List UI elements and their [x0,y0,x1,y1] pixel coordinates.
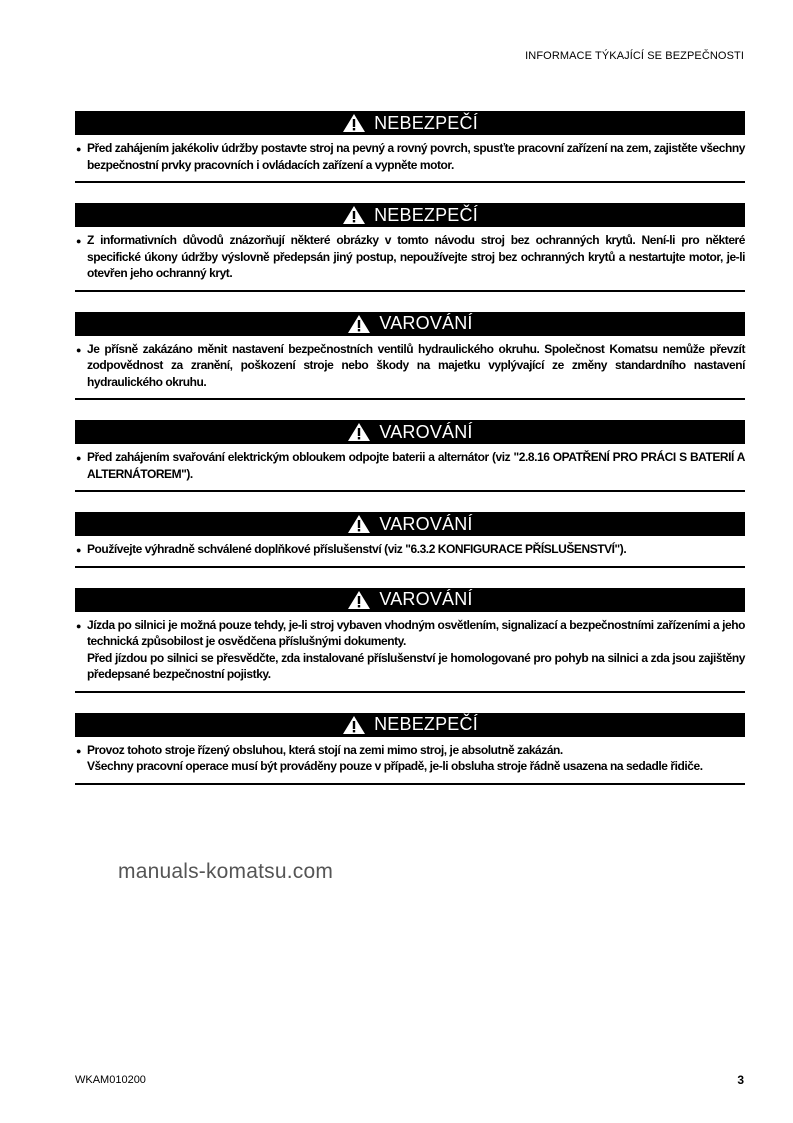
notice-label: NEBEZPEČÍ [374,204,478,225]
notice-text: Před jízdou po silnici se přesvědčte, zda instalované příslušenství je homologované pro pohyb na silnici a zda jsou zajištěny předepsané bezpečnostní pojistky. [87,650,745,681]
notice-label: VAROVÁNÍ [379,313,473,333]
notice-header [75,420,745,444]
safety-notice-warning [75,420,745,492]
notice-label: VAROVÁNÍ [379,513,473,534]
divider [75,691,745,693]
notice-header [75,111,745,135]
bullet-icon: ● [76,144,81,154]
divider [75,490,745,492]
notice-text: Před zahájením svařování elektrickým obloukem odpojte baterii a alternátor (viz "2.8.16 OPATŘENÍ PRO PRÁCI S BATERIÍ A ALTERNÁTOREM"). [87,450,745,481]
document-code: WKAM010200 [75,1074,146,1086]
notice-text: Používejte výhradně schválené doplňkové příslušenství (viz "6.3.2 KONFIGURACE PŘÍSLUŠENSTVÍ"). [87,542,627,556]
warning-triangle-icon [342,113,366,133]
warning-triangle-icon [347,422,371,442]
safety-notice-danger [75,203,745,292]
bullet-icon: ● [76,545,81,555]
bullet-icon: ● [76,344,81,355]
notice-label: VAROVÁNÍ [379,589,473,609]
notice-label: VAROVÁNÍ [379,421,473,442]
safety-notice-warning [75,512,745,568]
notice-text: Všechny pracovní operace musí být prováděny pouze v případě, je-li obsluha stroje řádně usazena na sedadle řidiče. [87,759,703,773]
notice-text: Před zahájením jakékoliv údržby postavte stroj na pevný a rovný povrch, spusťte pracovní zařízení na zem, zajistěte všechny bezpečnostní prvky pracovních i ovládacích zařízení a vypněte motor. [87,141,745,172]
safety-notice-danger [75,713,745,785]
notice-header [75,203,745,227]
bullet-icon: ● [76,620,81,631]
bullet-icon: ● [76,236,81,246]
divider [75,398,745,400]
warning-triangle-icon [347,590,371,610]
bullet-icon: ● [76,453,81,463]
notice-label: NEBEZPEČÍ [374,714,478,734]
divider [75,566,745,568]
notice-text: Je přísně zakázáno měnit nastavení bezpečnostních ventilů hydraulického okruhu. Společnost Komatsu nemůže převzít zodpovědnost za zranění, poškození stroje nebo škody na majetku vyplývající ze změny standardního nastavení hydraulického okruhu. [87,341,745,389]
divider [75,783,745,785]
page-number: 3 [737,1073,744,1087]
watermark: manuals-komatsu.com [118,860,334,883]
notice-text: Provoz tohoto stroje řízený obsluhou, která stojí na zemi mimo stroj, je absolutně zakázán. [87,742,563,757]
notice-header [75,512,745,536]
notice-label: NEBEZPEČÍ [374,112,478,133]
divider [75,181,745,183]
safety-notice-danger [75,111,745,183]
warning-triangle-icon [342,715,366,735]
notice-header [75,713,745,737]
notice-text: Z informativních důvodů znázorňují některé obrázky v tomto návodu stroj bez ochranných krytů. Není-li pro některé specifické úkony údržby výslovně předepsán jiný postup, nepoužívejte stroj bez ochranných krytů a nestartujte motor, je-li otevřen jeho ochranný kryt. [87,233,745,280]
notice-text: Jízda po silnici je možná pouze tehdy, je-li stroj vybaven vhodným osvětlením, signalizací a bezpečnostními zařízeními a jeho technická způsobilost je osvědčena příslušnými dokumenty. [87,617,745,648]
warning-triangle-icon [342,205,366,225]
divider [75,290,745,292]
notice-header [75,312,745,336]
notice-header [75,588,745,612]
warning-triangle-icon [347,514,371,534]
safety-notice-warning [75,312,745,401]
warning-triangle-icon [347,314,371,334]
bullet-icon: ● [76,745,81,756]
safety-notice-warning [75,588,745,693]
safety-notices [75,111,745,805]
running-header: INFORMACE TÝKAJÍCÍ SE BEZPEČNOSTI [525,50,744,62]
